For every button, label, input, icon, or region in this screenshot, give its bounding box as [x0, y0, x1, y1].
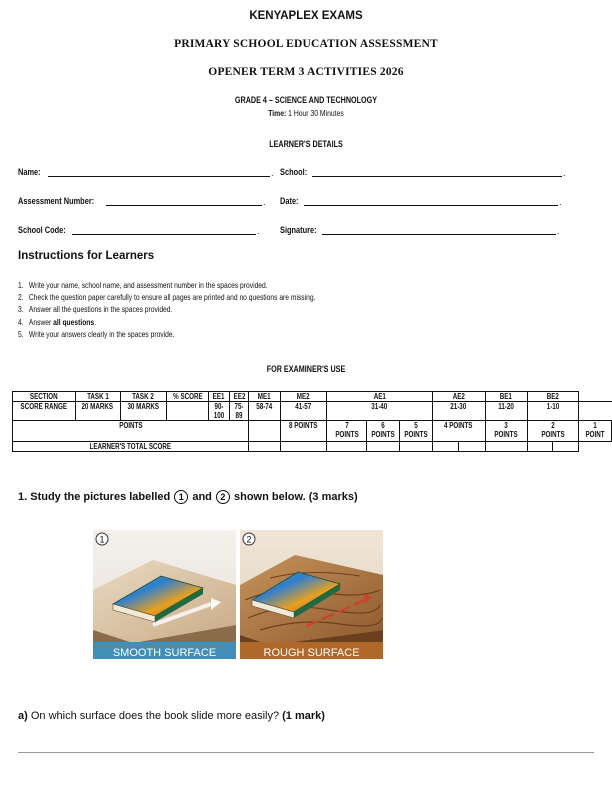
cell-me1: ME1 [249, 392, 280, 402]
rough-surface-caption: ROUGH SURFACE [263, 647, 360, 659]
instruction-item [18, 316, 455, 328]
smooth-surface-caption: SMOOTH SURFACE [112, 647, 217, 659]
cell-empty [578, 402, 611, 421]
cell-total-4[interactable] [366, 442, 399, 452]
examiner-title: FOR EXAMINER'S USE [266, 364, 346, 374]
circled-2-icon: 2 [216, 490, 230, 504]
cell-task2: TASK 2 [120, 392, 167, 402]
rough-surface-image [240, 530, 383, 659]
q1-text-after: shown below. (3 marks) [230, 490, 358, 503]
assessment-title: PRIMARY SCHOOL EDUCATION ASSESSMENT [174, 38, 438, 50]
cell-6-points: 6 POINTS [366, 421, 399, 442]
examiner-table [12, 391, 612, 452]
instruction-item [18, 291, 455, 303]
cell-ae2: AE2 [432, 392, 485, 402]
cell-total-10[interactable] [553, 442, 579, 452]
cell-be1: BE1 [485, 392, 527, 402]
assessment-number-dot: . [263, 197, 266, 207]
image-number-2: 2 [246, 534, 252, 545]
cell-3-points: 3 POINTS [485, 421, 527, 442]
image-number-1: 1 [99, 534, 105, 545]
instruction-number: 5. [18, 328, 24, 339]
cell-7-points: 7 POINTS [327, 421, 366, 442]
rough-surface-illustration [240, 530, 383, 659]
cell-total-1[interactable] [249, 442, 280, 452]
instruction-number: 1. [18, 280, 24, 290]
signature-dot: . [557, 226, 560, 236]
assessment-number-label: Assessment Number: [18, 196, 95, 207]
q1-and: and [189, 490, 215, 503]
school-code-dot: . [257, 226, 260, 236]
q1a-label: a) [18, 710, 28, 722]
signature-field[interactable] [322, 234, 556, 235]
instruction-bold: all questions [53, 316, 95, 327]
date-label: Date: [280, 196, 299, 207]
time-label: Time: [268, 108, 287, 118]
signature-label: Signature: [280, 225, 317, 236]
points-row [13, 421, 612, 442]
cell-ae1: AE1 [327, 392, 432, 402]
instruction-number: 4. [18, 316, 24, 327]
cell-ee1: EE1 [208, 392, 229, 402]
cell-ee1-range: 90-100 [208, 402, 229, 421]
cell-total-label: LEARNER'S TOTAL SCORE [13, 442, 249, 452]
instruction-text: Write your answers clearly in the spaces provide. [28, 328, 175, 339]
cell-me2: ME2 [280, 392, 327, 402]
section-row [13, 392, 612, 402]
learner-details-title: LEARNER'S DETAILS [269, 139, 343, 149]
cell-5-points: 5 POINTS [399, 421, 432, 442]
circled-1-icon: 1 [174, 490, 188, 504]
cell-total-6[interactable] [432, 442, 458, 452]
cell-1-point: 1 POINT [578, 421, 611, 442]
cell-ae1-range: 31-40 [327, 402, 432, 421]
school-code-label: School Code: [18, 225, 66, 236]
grade-subject: GRADE 4 – SCIENCE AND TECHNOLOGY [234, 95, 378, 105]
instruction-text: Answer [28, 316, 54, 327]
school-dot: . [563, 168, 566, 178]
instruction-text: Write your name, school name, and assessment number in the spaces provided. [28, 280, 268, 290]
instruction-number: 3. [18, 304, 24, 315]
cell-be1-range: 11-20 [485, 402, 527, 421]
school-code-field[interactable] [72, 234, 256, 235]
instruction-number: 2. [18, 292, 24, 303]
smooth-surface-image [93, 530, 236, 659]
cell-ae2-range: 21-30 [432, 402, 485, 421]
school-label: School: [280, 167, 308, 178]
instruction-text: Check the question paper carefully to ensure all pages are printed and no questions are missing. [28, 292, 316, 303]
question-1 [18, 490, 358, 504]
cell-task2-marks: 30 MARKS [120, 402, 167, 421]
instructions-list [18, 279, 455, 340]
cell-me2-range: 41-57 [280, 402, 327, 421]
term-title: OPENER TERM 3 ACTIVITIES 2026 [208, 66, 404, 78]
instruction-item [18, 279, 455, 291]
cell-section: SECTION [13, 392, 76, 402]
answer-line[interactable] [18, 752, 594, 753]
name-dot: . [271, 168, 274, 178]
name-field[interactable] [48, 176, 270, 177]
cell-pct-score-value[interactable] [167, 402, 209, 421]
cell-task1-marks: 20 MARKS [75, 402, 120, 421]
instructions-title: Instructions for Learners [18, 250, 155, 262]
cell-pct-score: % SCORE [167, 392, 209, 402]
cell-empty [578, 442, 611, 452]
q1a-marks: (1 mark) [282, 710, 325, 722]
time-value: 1 Hour 30 Minutes [286, 108, 344, 118]
cell-total-9[interactable] [528, 442, 553, 452]
date-dot: . [559, 197, 562, 207]
question-1a [18, 710, 325, 722]
name-label: Name: [18, 167, 41, 178]
cell-empty [578, 392, 611, 402]
cell-be2-range: 1-10 [528, 402, 579, 421]
school-field[interactable] [312, 176, 562, 177]
cell-total-5[interactable] [399, 442, 432, 452]
cell-total-2[interactable] [280, 442, 327, 452]
time-line [61, 108, 551, 118]
cell-me1-range: 58-74 [249, 402, 280, 421]
cell-score-range: SCORE RANGE [13, 402, 76, 421]
instruction-item [18, 303, 455, 315]
cell-total-7[interactable] [459, 442, 485, 452]
cell-4-points: 4 POINTS [432, 421, 485, 442]
smooth-surface-illustration [93, 530, 236, 659]
instruction-text: Answer all the questions in the spaces provided. [28, 304, 173, 315]
cell-task1: TASK 1 [75, 392, 120, 402]
total-row [13, 442, 612, 452]
cell-points-blank[interactable] [249, 421, 280, 442]
cell-ee2-range: 75-89 [229, 402, 248, 421]
q1-text-before: 1. Study the pictures labelled [18, 490, 174, 503]
date-field[interactable] [304, 205, 558, 206]
cell-total-8[interactable] [485, 442, 527, 452]
cell-2-points: 2 POINTS [528, 421, 579, 442]
score-range-row [13, 402, 612, 421]
q1a-text: On which surface does the book slide more easily? [27, 710, 283, 722]
cell-total-3[interactable] [327, 442, 366, 452]
cell-be2: BE2 [528, 392, 579, 402]
cell-ee2: EE2 [229, 392, 248, 402]
org-title: KENYAPLEX EXAMS [249, 10, 363, 22]
cell-points-label: POINTS [13, 421, 249, 442]
instruction-after: . [94, 316, 96, 327]
cell-8-points: 8 POINTS [280, 421, 327, 442]
assessment-number-field[interactable] [106, 205, 262, 206]
instruction-item [18, 328, 455, 340]
